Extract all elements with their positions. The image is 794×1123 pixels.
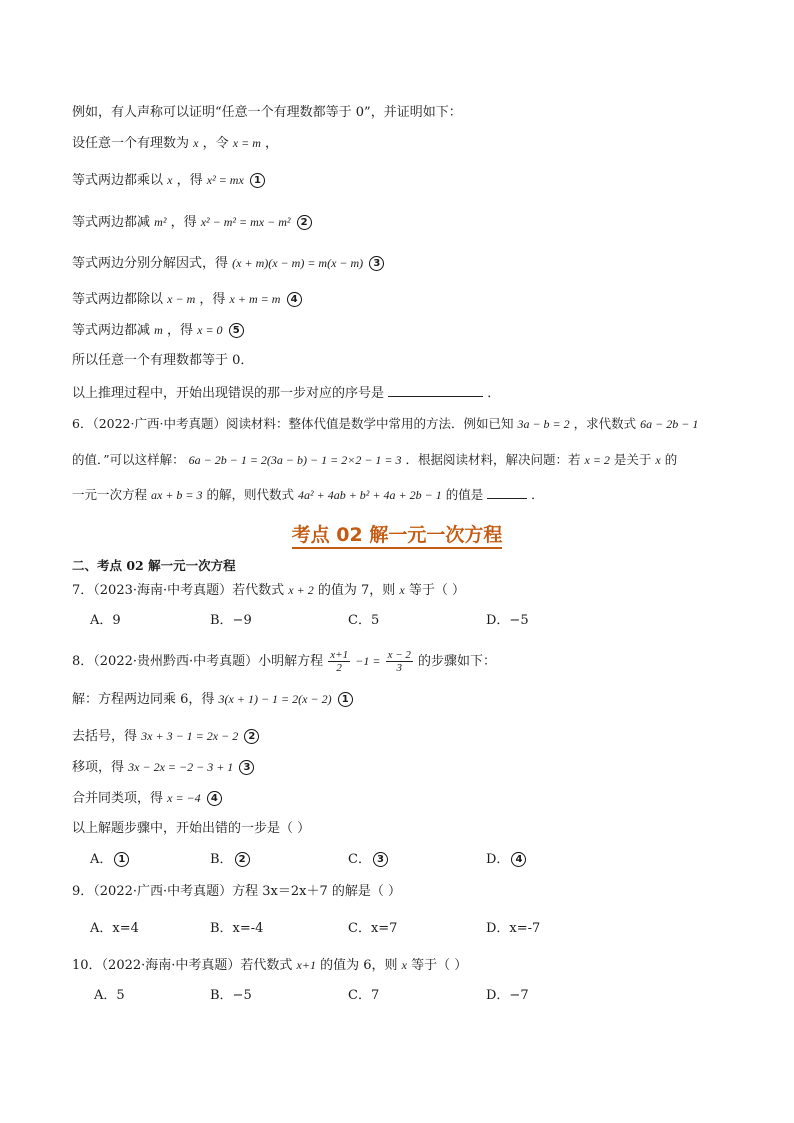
q10-text: 的值为 6，则 — [320, 958, 398, 973]
step-text: 解：方程两边同乘 6，得 — [72, 692, 215, 707]
option-letter: C． — [348, 852, 371, 867]
circled-number-icon: 1 — [114, 852, 129, 867]
intro-line-1: 例如，有人声称可以证明“任意一个有理数都等于 0”，并证明如下： — [72, 105, 462, 120]
fraction-numerator: x − 2 — [387, 649, 411, 661]
q6-expression: 6a − 2b − 1 — [640, 417, 699, 431]
step-equation: x² − m² = mx − m² — [200, 215, 291, 229]
q6-expression: 4a² + 4ab + b² + 4a + 2b − 1 — [298, 488, 442, 502]
circled-number-icon: 2 — [297, 215, 312, 230]
circled-number-icon: 1 — [338, 692, 353, 707]
q6-text: 一元一次方程 — [72, 487, 148, 502]
q8-stem — [72, 649, 496, 674]
fraction-denominator: 2 — [336, 662, 342, 674]
option-letter: A． — [90, 852, 113, 867]
q8-option-b[interactable] — [210, 851, 250, 869]
answer-blank[interactable] — [487, 486, 527, 499]
step-text: 去括号，得 — [72, 729, 138, 744]
step-mid: ，得 — [199, 292, 226, 307]
q7-option-a[interactable]: A．9 — [90, 613, 121, 628]
step-text: 等式两边都减 — [72, 215, 151, 230]
circled-number-icon: 3 — [369, 256, 384, 271]
circled-number-icon: 5 — [229, 323, 244, 338]
q9-option-d[interactable]: D．x=-7 — [486, 921, 541, 936]
q6-text: ，求代数式 — [573, 416, 637, 431]
step-text: 等式两边分别分解因式，得 — [72, 256, 229, 271]
q9-option-b[interactable]: B．x=-4 — [210, 921, 264, 936]
step-var: m² — [154, 215, 167, 229]
question-end: ． — [487, 386, 501, 401]
q10-var: x — [401, 958, 407, 972]
q7-text: 等于（ ） — [408, 583, 465, 598]
q6-text: 的解，则代数式 — [206, 487, 295, 502]
proof-conclusion: 所以任意一个有理数都等于 0． — [72, 353, 254, 368]
q8-question: 以上解题步骤中，开始出错的一步是（ ） — [72, 821, 311, 836]
intro-line-2-end: ， — [265, 136, 279, 151]
circled-number-icon: 4 — [207, 791, 222, 806]
section-title-text: 考点 02 解一元一次方程 — [292, 524, 503, 549]
step-text: 移项，得 — [72, 760, 125, 775]
q6-text: ．根据阅读材料，解决问题：若 — [405, 452, 581, 467]
var-x: x — [193, 136, 199, 150]
q10-option-c[interactable]: C．7 — [348, 988, 380, 1003]
proof-question — [72, 384, 500, 403]
step-equation: (x + m)(x − m) = m(x − m) — [232, 256, 364, 270]
circled-number-icon: 1 — [250, 173, 265, 188]
fraction — [328, 649, 350, 674]
q8-option-a[interactable] — [90, 851, 129, 869]
step-text: 合并同类项，得 — [72, 791, 164, 806]
q7-option-b[interactable]: B．−9 — [210, 613, 252, 628]
step-equation: x = 0 — [197, 323, 223, 337]
q10-option-b[interactable]: B．−5 — [210, 988, 252, 1003]
section-subtitle: 二、考点 02 解一元一次方程 — [72, 558, 236, 573]
q6-text: 是关于 — [613, 452, 652, 467]
step-equation: x² = mx — [206, 173, 244, 187]
step-var: x — [167, 173, 173, 187]
option-letter: B． — [210, 852, 233, 867]
q10-option-a[interactable]: A．5 — [94, 988, 125, 1003]
fraction-numerator: x+1 — [330, 649, 349, 661]
q10-option-d[interactable]: D．−7 — [486, 988, 529, 1003]
circled-number-icon: 4 — [287, 292, 302, 307]
q10-expression: x+1 — [296, 958, 316, 972]
q7-option-d[interactable]: D．−5 — [486, 613, 529, 628]
q10-text: 10．（2022·海南·中考真题）若代数式 — [72, 958, 293, 973]
q7-text: 的值为 7，则 — [317, 583, 396, 598]
q10-stem — [72, 956, 467, 975]
fraction-denominator: 3 — [396, 662, 402, 674]
step-text: 等式两边都除以 — [72, 292, 164, 307]
q6-text: ． — [531, 487, 544, 502]
q6-text: 的值是 — [445, 487, 484, 502]
q6-text: 6．（2022·广西·中考真题）阅读材料：整体代值是数学中常用的方法．例如已知 — [72, 416, 514, 431]
q6-line-2 — [72, 451, 677, 469]
q6-line-3 — [72, 486, 544, 504]
q7-var: x — [399, 583, 405, 597]
q9-stem: 9．（2022·广西·中考真题）方程 3x＝2x＋7 的解是（ ） — [72, 884, 401, 899]
q6-equation: 3a − b = 2 — [517, 417, 570, 431]
step-text: 等式两边都乘以 — [72, 173, 164, 188]
proof-step-5 — [72, 321, 244, 340]
q8-option-c[interactable] — [348, 851, 388, 869]
q8-step-3 — [72, 758, 254, 777]
intro-line-2 — [72, 134, 278, 153]
step-equation: x + m = m — [229, 292, 281, 306]
proof-step-4 — [72, 290, 302, 309]
q6-equation: x = 2 — [584, 453, 610, 467]
q6-line-1 — [72, 415, 698, 433]
q8-step-4 — [72, 789, 222, 808]
step-mid: ，得 — [166, 323, 193, 338]
q6-equation: 6a − 2b − 1 = 2(3a − b) − 1 = 2×2 − 1 = 3 — [188, 453, 402, 467]
q7-expression: x + 2 — [288, 583, 314, 597]
proof-step-1 — [72, 171, 265, 190]
step-equation: 3(x + 1) − 1 = 2(x − 2) — [218, 692, 332, 706]
intro-line-2-text: 设任意一个有理数为 — [72, 136, 190, 151]
q7-option-c[interactable]: C．5 — [348, 613, 380, 628]
q7-stem — [72, 581, 465, 600]
circled-number-icon: 4 — [511, 852, 526, 867]
q9-option-c[interactable]: C．x=7 — [348, 921, 398, 936]
step-equation: 3x − 2x = −2 − 3 + 1 — [128, 760, 234, 774]
step-mid: ，得 — [170, 215, 197, 230]
q8-text: 的步骤如下： — [418, 654, 497, 669]
circled-number-icon: 2 — [235, 852, 250, 867]
step-equation: 3x + 3 − 1 = 2x − 2 — [141, 729, 239, 743]
circled-number-icon: 3 — [239, 760, 254, 775]
q6-equation: ax + b = 3 — [151, 488, 203, 502]
intro-line-2-mid: ，令 — [202, 136, 229, 151]
option-letter: D． — [486, 852, 510, 867]
fraction — [386, 649, 413, 674]
step-var: m — [154, 323, 163, 337]
circled-number-icon: 2 — [244, 729, 259, 744]
proof-step-3 — [72, 254, 384, 273]
q6-text: 的值．”可以这样解： — [72, 452, 185, 467]
q8-option-d[interactable] — [486, 851, 526, 869]
q8-step-2 — [72, 727, 259, 746]
q8-step-1 — [72, 690, 353, 709]
section-title — [0, 522, 794, 548]
equation: x = m — [232, 136, 261, 150]
q8-operator: −1 = — [355, 654, 381, 668]
step-mid: ，得 — [176, 173, 203, 188]
q9-option-a[interactable]: A．x=4 — [90, 921, 139, 936]
q6-text: 的 — [664, 452, 678, 467]
proof-step-2 — [72, 213, 312, 232]
step-text: 等式两边都减 — [72, 323, 151, 338]
step-var: x − m — [167, 292, 196, 306]
circled-number-icon: 3 — [373, 852, 388, 867]
q6-var: x — [655, 453, 661, 467]
q10-text: 等于（ ） — [411, 958, 468, 973]
answer-blank[interactable] — [388, 384, 483, 397]
question-text: 以上推理过程中，开始出现错误的那一步对应的序号是 — [72, 386, 385, 401]
q8-text: 8．（2022·贵州黔西·中考真题）小明解方程 — [72, 654, 324, 669]
step-equation: x = −4 — [167, 791, 201, 805]
q7-text: 7．（2023·海南·中考真题）若代数式 — [72, 583, 285, 598]
